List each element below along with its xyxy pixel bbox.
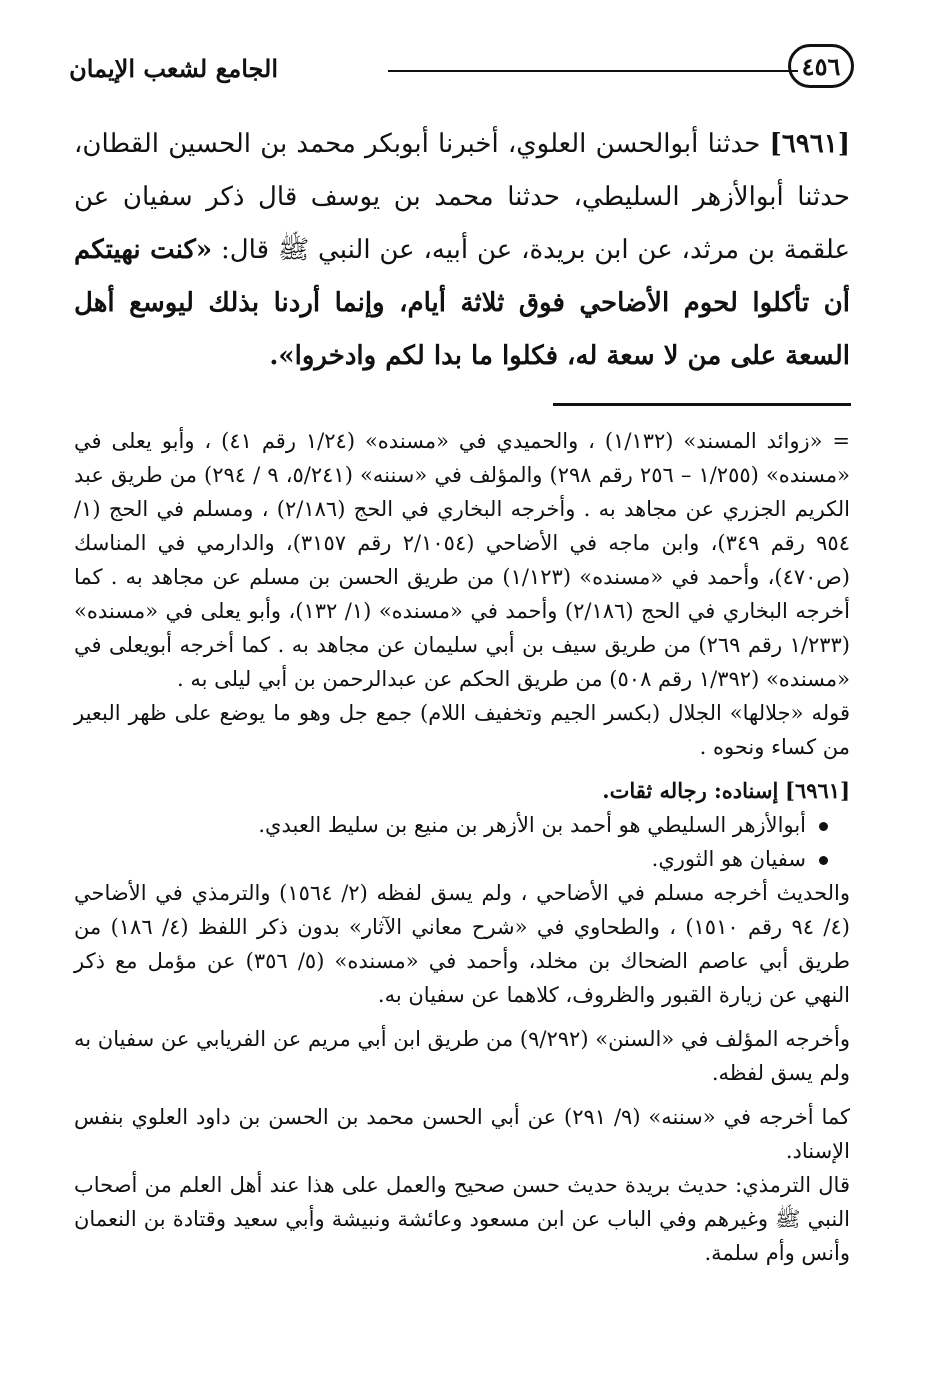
isnad-label: إسناده: رجاله ثقات. — [602, 778, 779, 803]
footnote-separator — [553, 403, 851, 406]
page-header — [60, 40, 860, 110]
footnote-paragraph-1: والحديث أخرجه مسلم في الأضاحي ، ولم يسق لفظه (٢/ ١٥٦٤) والترمذي في الأضاحي (٤/ ٩٤ رقم ١٥١٠) ، والطحاوي في «شرح معاني الآثار» بدون ذكر اللفظ (٤/ ١٨٦) من طريق أبي عاصم الضحاك بن مخلد، وأحمد في «مسنده» (٥/ ٣٥٦) عن مؤمل مع ذكر النهي عن زيارة القبور والظروف، كلاهما عن سفيان به. — [74, 881, 850, 1007]
hadith-quote: «كنت نهيتكم أن تأكلوا لحوم الأضاحي فوق ثلاثة أيام، وإنما أردنا بذلك ليوسع أهل السعة على من لا سعة له، فكلوا ما بدا لكم وادخروا». — [74, 235, 850, 371]
footnote-gloss: قوله «جلالها» الجلال (بكسر الجيم وتخفيف اللام) جمع جل وهو ما يوضع على ظهر البعير من كساء ونحوه . — [74, 701, 850, 759]
footnote-paragraph-3: كما أخرجه في «سننه» (٩/ ٢٩١) عن أبي الحسن محمد بن الحسن بن داود العلوي بنفس الإسناد. — [74, 1105, 850, 1163]
bullet-icon — [819, 856, 828, 865]
hadith-chain: حدثنا أبوالحسن العلوي، أخبرنا أبوبكر محمد بن الحسين القطان، حدثنا أبوالأزهر السليطي، حدثنا محمد بن يوسف قال ذكر سفيان عن علقمة بن مرثد، عن ابن بريدة، عن أبيه، عن النبي ﷺ قال: — [74, 129, 851, 265]
footnote-paragraph-4: قال الترمذي: حديث بريدة حديث حسن صحيح والعمل على هذا عند أهل العلم من أصحاب النبي ﷺ وغيرهم وفي الباب عن ابن مسعود وعائشة ونبيشة وأبي سعيد وقتادة بن النعمان وأنس وأم سلمة. — [74, 1173, 850, 1265]
header-rule — [388, 70, 798, 72]
bullet-icon — [819, 822, 828, 831]
page-number: ٤٥٦ — [788, 44, 854, 88]
list-item-text: سفيان هو الثوري. — [651, 847, 806, 871]
footnote-number: [٦٩٦١] — [785, 778, 850, 803]
main-text — [74, 118, 850, 383]
footnote-isnad — [74, 774, 850, 808]
running-title: الجامع لشعب الإيمان — [69, 54, 278, 83]
hadith-number: [٦٩٦١] — [769, 129, 850, 159]
footnote-paragraph-2: وأخرجه المؤلف في «السنن» (٩/٢٩٢) من طريق ابن أبي مريم عن الفريابي عن سفيان به ولم يسق لفظه. — [74, 1027, 850, 1085]
footnote-continued: = «زوائد المسند» (١/١٣٢) ، والحميدي في «مسنده» (١/٢٤ رقم ٤١) ، وأبو يعلى في «مسنده» (١/٢٥٥ – ٢٥٦ رقم ٢٩٨) والمؤلف في «سننه» (٥/٢٤١، ٩ / ٢٩٤) من طريق عبد الكريم الجزري عن مجاهد به . وأخرجه البخاري في الحج (٢/١٨٦) ، ومسلم في الحج (١/ ٩٥٤ رقم ٣٤٩)، وابن ماجه في الأضاحي (٢/١٠٥٤ رقم ٣١٥٧)، والدارمي في المناسك (ص٤٧٠)، وأحمد في «مسنده» (١/١٢٣) من طريق الحسن بن مسلم عن مجاهد به . كما أخرجه البخاري في الحج (٢/١٨٦) وأحمد في «مسنده» (١/ ١٣٢)، وأبو يعلى في «مسنده» (١/٢٣٣ رقم ٢٦٩) من طريق سيف بن أبي سليمان عن مجاهد به . كما أخرجه أبويعلى في «مسنده» (١/٣٩٢ رقم ٥٠٨) من طريق الحكم عن عبدالرحمن بن أبي ليلى به . — [74, 429, 850, 691]
narrator-list — [74, 808, 850, 876]
list-item — [74, 842, 850, 876]
list-item-text: أبوالأزهر السليطي هو أحمد بن الأزهر بن منيع بن سليط العبدي. — [258, 813, 806, 837]
hadith-paragraph — [74, 118, 850, 383]
list-item — [74, 808, 850, 842]
footnotes — [74, 424, 850, 1270]
